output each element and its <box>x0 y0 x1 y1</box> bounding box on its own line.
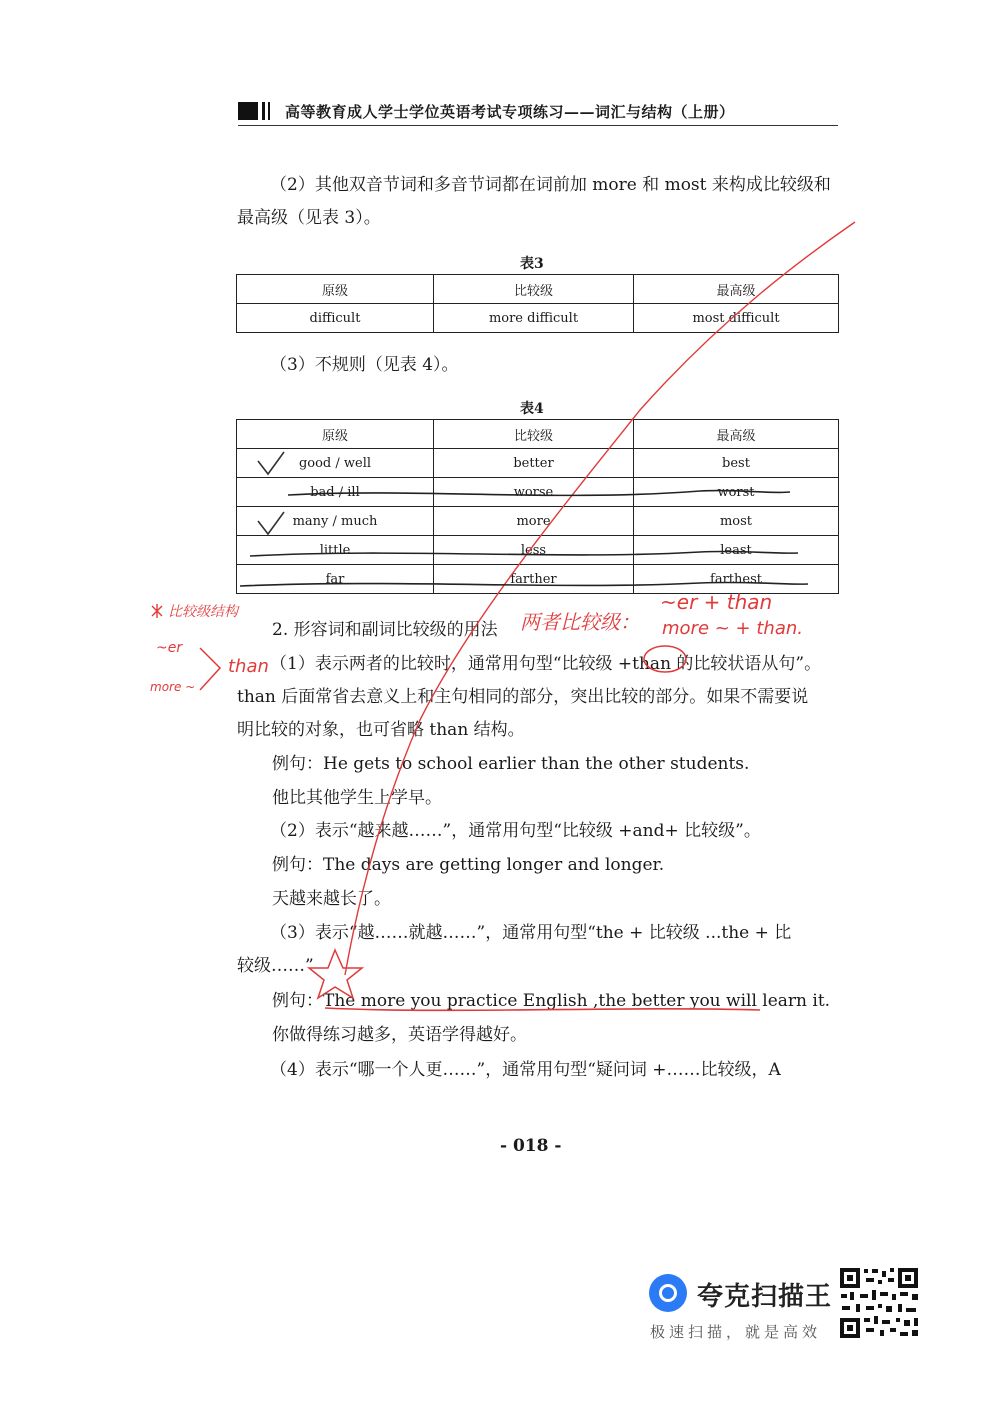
example-2-english: 例句：The days are getting longer and longer. <box>272 855 665 875</box>
pen-stroke-line <box>345 222 855 975</box>
table3-caption: 表3 <box>520 256 544 272</box>
example-1-english: 例句：He gets to school earlier than the other students. <box>272 754 750 774</box>
star-icon <box>309 950 362 998</box>
arrow-bracket-icon <box>200 648 220 690</box>
table-cell: best <box>634 449 839 478</box>
scanner-slogan: 极速扫描，就是高效 <box>650 1323 822 1341</box>
paragraph-3-line-2: 较级……” <box>237 956 314 976</box>
table-header-cell: 原级 <box>237 420 434 449</box>
margin-note: 比较级结构 <box>168 604 238 620</box>
table-cell: worst <box>634 478 839 507</box>
example-3-chinese: 你做得练习越多，英语学得越好。 <box>272 1025 527 1045</box>
intro-line-2: 最高级（见表 3）。 <box>237 208 381 228</box>
paragraph-1-line-2: than 后面常省去意义上和主句相同的部分，突出比较的部分。如果不需要说 <box>237 687 809 707</box>
example-2-chinese: 天越来越长了。 <box>272 889 391 909</box>
running-header: 高等教育成人学士学位英语考试专项练习——词汇与结构（上册） <box>285 103 735 121</box>
table-cell: many / much <box>237 507 434 536</box>
example-1-chinese: 他比其他学生上学早。 <box>272 788 442 808</box>
strikethrough-line <box>288 491 790 496</box>
table-header-cell: 比较级 <box>434 420 634 449</box>
asterisk-icon <box>152 604 162 618</box>
example-3-english: 例句：The more you practice English ,the better you will learn it. <box>272 991 831 1011</box>
table-cell: worse <box>434 478 634 507</box>
margin-note-than: than <box>228 656 269 677</box>
table-cell: more <box>434 507 634 536</box>
table-header-cell: 原级 <box>237 275 434 304</box>
margin-note-more: more ~ <box>150 680 196 694</box>
intro-line-1: （2）其他双音节词和多音节词都在词前加 more 和 most 来构成比较级和 <box>270 175 831 195</box>
strikethrough-line <box>250 551 798 556</box>
section-heading: 2. 形容词和副词比较级的用法 <box>272 620 498 640</box>
checkmark-icon <box>258 452 284 474</box>
table-cell: good / well <box>237 449 434 478</box>
table-header-cell: 最高级 <box>634 420 839 449</box>
table-cell: farthest <box>634 565 839 594</box>
handwritten-formula-2: more ~ + than. <box>662 618 803 639</box>
table-cell: far <box>237 565 434 594</box>
paragraph-3-line-1: （3）表示“越……就越……”，通常用句型“the + 比较级 ...the + 比 <box>270 923 792 943</box>
table-cell: least <box>634 536 839 565</box>
table-cell: less <box>434 536 634 565</box>
paragraph-1-line-3: 明比较的对象，也可省略 than 结构。 <box>237 720 525 740</box>
irregular-line: （3）不规则（见表 4）。 <box>270 355 459 375</box>
underline-mark <box>325 1008 760 1010</box>
table-cell: little <box>237 536 434 565</box>
table-cell: difficult <box>237 304 434 333</box>
scanner-brand: 夸克扫描王 <box>697 1282 833 1312</box>
margin-note-er: ~er <box>156 640 183 656</box>
qr-code-icon <box>838 1266 920 1340</box>
quark-logo-inner <box>659 1284 677 1302</box>
paragraph-4: （4）表示“哪一个人更……”，通常用句型“疑问词 +……比较级，A <box>270 1060 781 1080</box>
strikethrough-line <box>240 582 808 586</box>
checkmark-icon <box>258 512 284 534</box>
table-cell: bad / ill <box>237 478 434 507</box>
table-header-cell: 最高级 <box>634 275 839 304</box>
table-header-cell: 比较级 <box>434 275 634 304</box>
table-cell: most <box>634 507 839 536</box>
table4-caption: 表4 <box>520 401 544 417</box>
table-cell: most difficult <box>634 304 839 333</box>
paragraph-2: （2）表示“越来越……”，通常用句型“比较级 +and+ 比较级”。 <box>270 821 761 841</box>
table-cell: more difficult <box>434 304 634 333</box>
circle-mark <box>644 646 686 672</box>
page-number: - 018 - <box>500 1136 562 1156</box>
paragraph-1-line-1: （1）表示两者的比较时，通常用句型“比较级 +than 的比较状语从句”。 <box>270 654 822 674</box>
table-cell: better <box>434 449 634 478</box>
table-cell: farther <box>434 565 634 594</box>
handwritten-heading-note: 两者比较级： <box>520 610 640 634</box>
handwritten-formula-1: ~er + than <box>660 590 773 614</box>
